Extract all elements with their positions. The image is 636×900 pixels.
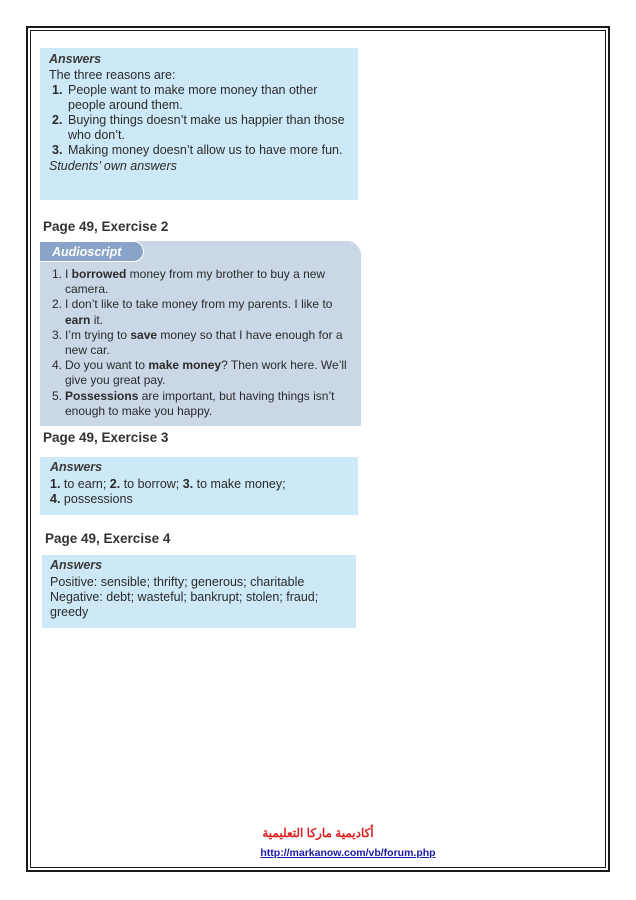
answers-box-exercise-3 xyxy=(40,457,358,515)
list-item: 3. I’m trying to save money so that I have enough for a new car. xyxy=(52,327,343,358)
footer-academy-name: أكاديمية ماركا التعليمية xyxy=(262,826,374,840)
audioscript-tab: Audioscript xyxy=(40,241,144,262)
exercise-4-heading: Page 49, Exercise 4 xyxy=(45,531,171,546)
exercise-3-answers: 1. to earn; 2. to borrow; 3. to make money; 4. possessions xyxy=(50,477,286,506)
list-item: 2. I don’t like to take money from my parents. I like to earn it. xyxy=(52,297,333,327)
audioscript-box xyxy=(40,241,361,426)
list-item: 5. Possessions are important, but having things isn’t enough to make you happy. xyxy=(52,388,335,418)
answers-title: Answers xyxy=(49,52,102,66)
list-item: 1. People want to make more money than other people around them. xyxy=(52,83,318,112)
answers-box-exercise-4 xyxy=(42,555,356,628)
footer-forum-link[interactable]: http://markanow.com/vb/forum.php xyxy=(260,847,436,859)
answers-intro: The three reasons are: xyxy=(49,68,176,82)
exercise-3-heading: Page 49, Exercise 3 xyxy=(43,430,169,445)
answers-box-reasons xyxy=(40,48,358,200)
reasons-list xyxy=(49,83,350,158)
audioscript-list xyxy=(50,267,357,419)
positive-answers: Positive: sensible; thrifty; generous; charitable xyxy=(50,575,305,589)
answers-title: Answers xyxy=(50,460,103,474)
list-item: 4. Do you want to make money? Then work here. We’ll give you great pay. xyxy=(52,358,347,388)
list-item: 2. Buying things doesn’t make us happier than those who don’t. xyxy=(52,113,345,142)
answers-title: Answers xyxy=(50,558,103,572)
students-own-answers: Students’ own answers xyxy=(49,159,177,173)
negative-answers: Negative: debt; wasteful; bankrupt; stolen; fraud; greedy xyxy=(50,590,319,619)
exercise-2-heading: Page 49, Exercise 2 xyxy=(43,219,169,234)
list-item: 1. I borrowed money from my brother to buy a new camera. xyxy=(52,267,326,297)
list-item: 3. Making money doesn’t allow us to have more fun. xyxy=(52,143,343,157)
